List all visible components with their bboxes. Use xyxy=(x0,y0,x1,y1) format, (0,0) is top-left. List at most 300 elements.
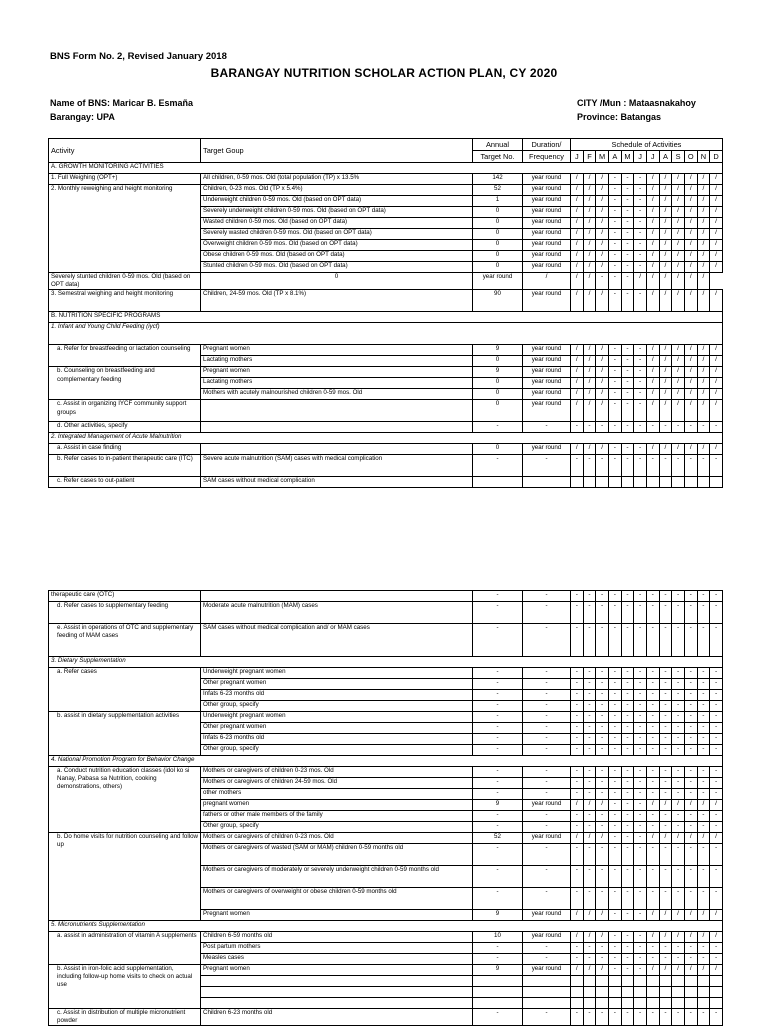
schedule-cell: - xyxy=(621,422,634,433)
schedule-cell: / xyxy=(672,444,685,455)
activity-cell: b. Do home visits for nutrition counseling and follow up xyxy=(49,833,201,921)
schedule-cell: - xyxy=(634,229,647,240)
schedule-cell: - xyxy=(608,185,621,196)
schedule-cell: / xyxy=(596,444,609,455)
frequency-cell: year round xyxy=(523,800,571,811)
annual-target-cell: - xyxy=(473,712,523,723)
schedule-cell: - xyxy=(583,943,596,954)
table-row xyxy=(49,833,723,844)
frequency-cell: year round xyxy=(523,218,571,229)
schedule-cell: / xyxy=(710,218,723,229)
schedule-cell: / xyxy=(697,207,710,218)
schedule-cell: - xyxy=(583,679,596,690)
schedule-cell: - xyxy=(621,602,634,624)
table-row xyxy=(49,422,723,433)
schedule-cell: - xyxy=(634,701,647,712)
schedule-cell: - xyxy=(659,822,672,833)
schedule-cell: / xyxy=(583,367,596,378)
schedule-cell: - xyxy=(646,1009,659,1026)
schedule-cell: - xyxy=(571,888,584,910)
target-group-cell xyxy=(201,976,473,987)
annual-target-cell: 9 xyxy=(473,345,523,356)
schedule-cell: / xyxy=(646,262,659,273)
month-header: M xyxy=(596,151,609,163)
table-row xyxy=(49,433,723,444)
schedule-cell: - xyxy=(608,273,621,290)
schedule-cell: - xyxy=(596,690,609,701)
schedule-cell: / xyxy=(659,367,672,378)
schedule-cell: - xyxy=(634,356,647,367)
schedule-cell: / xyxy=(672,218,685,229)
schedule-cell: / xyxy=(583,345,596,356)
frequency-cell: year round xyxy=(523,207,571,218)
schedule-cell: - xyxy=(646,668,659,679)
schedule-cell: - xyxy=(697,844,710,866)
schedule-cell: - xyxy=(583,767,596,778)
annual-target-cell: 9 xyxy=(473,910,523,921)
form-number: BNS Form No. 2, Revised January 2018 xyxy=(50,51,227,62)
schedule-cell: - xyxy=(646,866,659,888)
annual-target-cell: 9 xyxy=(473,800,523,811)
schedule-cell: - xyxy=(596,844,609,866)
schedule-cell: - xyxy=(684,822,697,833)
schedule-cell: - xyxy=(659,844,672,866)
schedule-cell: / xyxy=(646,345,659,356)
schedule-cell: - xyxy=(684,591,697,602)
schedule-cell: / xyxy=(684,229,697,240)
schedule-cell: - xyxy=(697,822,710,833)
schedule-cell: - xyxy=(583,668,596,679)
schedule-cell: - xyxy=(608,218,621,229)
schedule-cell: / xyxy=(684,833,697,844)
target-group-cell: Mothers or caregivers of overweight or obese children 0-59 months old xyxy=(201,888,473,910)
schedule-cell: - xyxy=(621,723,634,734)
schedule-cell: - xyxy=(608,389,621,400)
schedule-cell xyxy=(697,976,710,987)
schedule-cell: / xyxy=(697,965,710,976)
annual-target-cell: - xyxy=(473,954,523,965)
frequency-cell: year round xyxy=(473,273,523,290)
schedule-cell: / xyxy=(672,240,685,251)
annual-target-cell: - xyxy=(473,1009,523,1026)
schedule-cell: - xyxy=(672,602,685,624)
schedule-cell: - xyxy=(697,767,710,778)
schedule-cell: - xyxy=(621,679,634,690)
schedule-cell: - xyxy=(646,591,659,602)
schedule-cell xyxy=(608,998,621,1009)
schedule-cell: / xyxy=(571,262,584,273)
schedule-cell: / xyxy=(659,290,672,312)
schedule-cell: - xyxy=(596,624,609,657)
section-heading: 2. Integrated Management of Acute Malnutrition xyxy=(49,433,723,444)
schedule-cell: - xyxy=(621,833,634,844)
schedule-cell: - xyxy=(571,690,584,701)
table-row xyxy=(49,657,723,668)
schedule-cell: - xyxy=(621,207,634,218)
activity-cell: e. Assist in operations of OTC and supplementary feeding of MAM cases xyxy=(49,624,201,657)
schedule-cell: - xyxy=(684,422,697,433)
frequency-cell: - xyxy=(523,723,571,734)
schedule-cell: / xyxy=(672,345,685,356)
schedule-cell: - xyxy=(634,196,647,207)
schedule-cell: / xyxy=(697,229,710,240)
schedule-cell: - xyxy=(621,196,634,207)
schedule-cell: - xyxy=(608,811,621,822)
schedule-cell: / xyxy=(684,218,697,229)
annual-target-cell: 9 xyxy=(473,965,523,976)
schedule-cell: - xyxy=(583,1009,596,1026)
schedule-cell: - xyxy=(596,822,609,833)
schedule-cell: / xyxy=(646,965,659,976)
schedule-cell: - xyxy=(710,822,723,833)
frequency-cell: - xyxy=(523,822,571,833)
schedule-cell: - xyxy=(608,196,621,207)
schedule-cell: - xyxy=(608,844,621,866)
month-header: N xyxy=(697,151,710,163)
schedule-cell xyxy=(621,976,634,987)
schedule-cell: - xyxy=(672,778,685,789)
schedule-cell: - xyxy=(634,218,647,229)
schedule-cell: / xyxy=(659,389,672,400)
annual-target-cell: - xyxy=(473,624,523,657)
schedule-cell: - xyxy=(621,218,634,229)
schedule-cell: - xyxy=(608,400,621,422)
schedule-cell: - xyxy=(571,422,584,433)
schedule-cell: - xyxy=(571,679,584,690)
frequency-cell: - xyxy=(523,789,571,800)
schedule-cell: - xyxy=(608,888,621,910)
schedule-cell: - xyxy=(672,712,685,723)
schedule-cell: - xyxy=(608,690,621,701)
schedule-cell: / xyxy=(710,174,723,185)
schedule-cell: / xyxy=(710,196,723,207)
schedule-cell: - xyxy=(659,866,672,888)
schedule-cell: / xyxy=(672,262,685,273)
schedule-cell: / xyxy=(672,378,685,389)
schedule-cell: - xyxy=(659,1009,672,1026)
schedule-cell xyxy=(571,987,584,998)
schedule-cell: - xyxy=(571,866,584,888)
schedule-cell: - xyxy=(697,624,710,657)
schedule-cell: - xyxy=(621,389,634,400)
schedule-cell: - xyxy=(697,778,710,789)
schedule-cell: - xyxy=(571,822,584,833)
schedule-cell: - xyxy=(710,422,723,433)
schedule-cell: - xyxy=(634,833,647,844)
table-row xyxy=(49,174,723,185)
schedule-cell: / xyxy=(583,240,596,251)
annual-target-cell: 0 xyxy=(473,400,523,422)
table-row xyxy=(49,477,723,488)
schedule-cell: / xyxy=(583,932,596,943)
schedule-cell xyxy=(659,987,672,998)
table-row xyxy=(49,400,723,422)
schedule-cell: / xyxy=(672,290,685,312)
schedule-cell: - xyxy=(608,290,621,312)
schedule-cell xyxy=(621,987,634,998)
schedule-cell: / xyxy=(571,910,584,921)
schedule-cell: / xyxy=(697,185,710,196)
schedule-cell: / xyxy=(583,196,596,207)
schedule-cell: / xyxy=(583,965,596,976)
frequency-cell: year round xyxy=(523,290,571,312)
target-group-cell: Mothers or caregivers of wasted (SAM or MAM) children 0-59 months old xyxy=(201,844,473,866)
schedule-cell: / xyxy=(571,185,584,196)
schedule-cell: - xyxy=(634,712,647,723)
schedule-cell: - xyxy=(596,591,609,602)
annual-target-cell xyxy=(473,998,523,1009)
schedule-cell: / xyxy=(659,185,672,196)
schedule-cell: - xyxy=(608,789,621,800)
schedule-cell: - xyxy=(583,778,596,789)
schedule-cell: / xyxy=(710,207,723,218)
schedule-cell: - xyxy=(621,712,634,723)
target-group-cell: SAM cases without medical complication and/ or MAM cases xyxy=(201,624,473,657)
schedule-cell: - xyxy=(634,290,647,312)
table-row xyxy=(49,756,723,767)
schedule-cell: / xyxy=(659,174,672,185)
schedule-cell: - xyxy=(659,690,672,701)
schedule-cell: - xyxy=(596,778,609,789)
schedule-cell: - xyxy=(710,455,723,477)
schedule-cell: / xyxy=(697,932,710,943)
schedule-cell: - xyxy=(646,723,659,734)
schedule-cell: - xyxy=(621,701,634,712)
schedule-cell: - xyxy=(684,712,697,723)
schedule-cell xyxy=(646,987,659,998)
schedule-cell: - xyxy=(608,1009,621,1026)
schedule-cell: - xyxy=(583,954,596,965)
target-group-cell: Mothers or caregivers of children 24-59 mos. Old xyxy=(201,778,473,789)
schedule-cell: / xyxy=(583,251,596,262)
schedule-cell: - xyxy=(621,789,634,800)
month-header: F xyxy=(583,151,596,163)
activity-cell: a. assist in administration of vitamin A supplements xyxy=(49,932,201,965)
schedule-cell: - xyxy=(710,624,723,657)
schedule-cell: - xyxy=(659,668,672,679)
annual-target-cell: - xyxy=(473,866,523,888)
schedule-cell: / xyxy=(684,389,697,400)
frequency-cell: - xyxy=(523,778,571,789)
schedule-cell: - xyxy=(634,400,647,422)
frequency-cell: - xyxy=(523,745,571,756)
schedule-cell: - xyxy=(621,262,634,273)
schedule-cell: - xyxy=(621,273,634,290)
schedule-cell: - xyxy=(684,602,697,624)
schedule-cell: / xyxy=(684,932,697,943)
target-group-cell: Underweight pregnant women xyxy=(201,668,473,679)
schedule-cell xyxy=(646,976,659,987)
schedule-cell: / xyxy=(672,800,685,811)
schedule-cell: / xyxy=(646,240,659,251)
schedule-cell: - xyxy=(608,954,621,965)
schedule-cell: - xyxy=(710,844,723,866)
schedule-cell: / xyxy=(697,800,710,811)
schedule-cell: - xyxy=(634,367,647,378)
schedule-cell: / xyxy=(672,251,685,262)
schedule-cell: / xyxy=(659,965,672,976)
schedule-cell: - xyxy=(583,712,596,723)
schedule-cell: - xyxy=(634,811,647,822)
schedule-cell: / xyxy=(583,356,596,367)
annual-target-cell: - xyxy=(473,822,523,833)
schedule-cell: - xyxy=(697,602,710,624)
schedule-cell: - xyxy=(672,822,685,833)
target-group-cell: Post partum mothers xyxy=(201,943,473,954)
frequency-cell: - xyxy=(523,701,571,712)
schedule-cell: - xyxy=(659,455,672,477)
target-group-cell: Severely underweight children 0-59 mos. Old (based on OPT data) xyxy=(201,207,473,218)
bns-name: Name of BNS: Maricar B. Esmaña xyxy=(50,98,194,108)
schedule-cell: / xyxy=(571,444,584,455)
schedule-cell: / xyxy=(583,229,596,240)
activity-cell: a. Refer cases xyxy=(49,668,201,712)
schedule-cell: / xyxy=(646,833,659,844)
schedule-cell: - xyxy=(571,668,584,679)
schedule-cell: - xyxy=(571,789,584,800)
schedule-cell xyxy=(697,477,710,488)
schedule-cell: / xyxy=(646,185,659,196)
month-header: J xyxy=(634,151,647,163)
target-group-cell: All children, 0-59 mos. Old (total population (TP) x 13.5% xyxy=(201,174,473,185)
schedule-cell: - xyxy=(659,745,672,756)
frequency-cell xyxy=(523,998,571,1009)
target-group-cell: Overweight children 0-59 mos. Old (based on OPT data) xyxy=(201,240,473,251)
schedule-cell: / xyxy=(583,800,596,811)
table-row xyxy=(49,591,723,602)
section-heading: B. NUTRITION SPECIFIC PROGRAMS xyxy=(49,312,723,323)
schedule-cell xyxy=(684,477,697,488)
table-row xyxy=(49,1009,723,1026)
schedule-cell: - xyxy=(697,455,710,477)
target-group-cell: Stunted children 0-59 mos. Old (based on OPT data) xyxy=(201,262,473,273)
schedule-cell: / xyxy=(596,378,609,389)
schedule-cell: / xyxy=(583,444,596,455)
schedule-cell: - xyxy=(634,240,647,251)
schedule-cell: - xyxy=(710,679,723,690)
schedule-cell: / xyxy=(672,833,685,844)
schedule-cell: - xyxy=(684,767,697,778)
target-group-cell: other mothers xyxy=(201,789,473,800)
schedule-cell: / xyxy=(659,251,672,262)
schedule-cell xyxy=(583,998,596,1009)
schedule-cell: - xyxy=(608,367,621,378)
schedule-cell: - xyxy=(634,444,647,455)
schedule-cell: / xyxy=(684,400,697,422)
table-row xyxy=(49,668,723,679)
schedule-cell xyxy=(672,477,685,488)
schedule-cell xyxy=(697,987,710,998)
activity-cell: b. Assist in iron-folic acid supplementation, including follow-up home visits to check on actual use xyxy=(49,965,201,1009)
schedule-cell xyxy=(596,987,609,998)
schedule-cell: - xyxy=(571,624,584,657)
schedule-cell: / xyxy=(697,196,710,207)
schedule-cell: - xyxy=(697,943,710,954)
month-header: J xyxy=(571,151,584,163)
schedule-cell: - xyxy=(583,690,596,701)
schedule-cell: / xyxy=(710,800,723,811)
schedule-cell: - xyxy=(646,712,659,723)
schedule-cell xyxy=(710,987,723,998)
schedule-cell: / xyxy=(659,196,672,207)
schedule-cell: - xyxy=(583,745,596,756)
frequency-cell: year round xyxy=(523,185,571,196)
schedule-cell: - xyxy=(621,356,634,367)
schedule-cell: / xyxy=(596,389,609,400)
schedule-cell: - xyxy=(571,591,584,602)
schedule-cell: / xyxy=(710,444,723,455)
schedule-cell: - xyxy=(571,943,584,954)
schedule-cell: / xyxy=(684,367,697,378)
target-group-cell: Infats 6-23 months old xyxy=(201,734,473,745)
schedule-cell: - xyxy=(608,910,621,921)
schedule-cell: - xyxy=(621,866,634,888)
schedule-cell: - xyxy=(583,888,596,910)
schedule-cell: - xyxy=(646,778,659,789)
schedule-cell: - xyxy=(697,679,710,690)
schedule-cell: - xyxy=(621,734,634,745)
target-group-cell: Measles cases xyxy=(201,954,473,965)
column-header-target-no: Target No. xyxy=(473,151,523,163)
schedule-cell: / xyxy=(571,345,584,356)
schedule-cell: - xyxy=(608,866,621,888)
target-group-cell: Obese children 0-59 mos. Old (based on OPT data) xyxy=(201,251,473,262)
schedule-cell: - xyxy=(697,954,710,965)
schedule-cell: / xyxy=(697,356,710,367)
schedule-cell: / xyxy=(710,229,723,240)
column-header-target-group: Target Goup xyxy=(201,139,473,163)
annual-target-cell: 52 xyxy=(473,833,523,844)
schedule-cell: - xyxy=(684,745,697,756)
schedule-cell: - xyxy=(571,954,584,965)
schedule-cell: - xyxy=(634,888,647,910)
schedule-cell: / xyxy=(583,378,596,389)
schedule-cell xyxy=(621,477,634,488)
schedule-cell: - xyxy=(583,866,596,888)
schedule-cell: - xyxy=(608,712,621,723)
schedule-cell: - xyxy=(659,602,672,624)
target-group-cell: Pregnant women xyxy=(201,345,473,356)
schedule-cell: - xyxy=(659,422,672,433)
activity-cell: c. Assist in organizing IYCF community support groups xyxy=(49,400,201,422)
month-header: A xyxy=(608,151,621,163)
schedule-cell: - xyxy=(672,455,685,477)
schedule-cell: - xyxy=(710,602,723,624)
schedule-cell: - xyxy=(583,844,596,866)
schedule-cell: / xyxy=(710,345,723,356)
schedule-cell: - xyxy=(571,723,584,734)
target-group-cell: Children, 24-59 mos. Old (TP x 8.1%) xyxy=(201,290,473,312)
schedule-cell: / xyxy=(596,800,609,811)
frequency-cell: year round xyxy=(523,345,571,356)
schedule-cell: - xyxy=(710,668,723,679)
target-group-cell: Moderate acute malnutrition (MAM) cases xyxy=(201,602,473,624)
schedule-cell: - xyxy=(608,833,621,844)
schedule-cell: - xyxy=(634,174,647,185)
schedule-cell: - xyxy=(659,943,672,954)
schedule-cell: - xyxy=(608,778,621,789)
schedule-cell: - xyxy=(697,668,710,679)
schedule-cell: - xyxy=(621,668,634,679)
schedule-cell: / xyxy=(697,389,710,400)
schedule-cell: - xyxy=(659,624,672,657)
frequency-cell: year round xyxy=(523,196,571,207)
schedule-cell: - xyxy=(710,1009,723,1026)
schedule-cell: - xyxy=(608,965,621,976)
schedule-cell xyxy=(621,998,634,1009)
schedule-cell: / xyxy=(684,800,697,811)
target-group-cell: Severe acute malnutrition (SAM) cases with medical complication xyxy=(201,455,473,477)
